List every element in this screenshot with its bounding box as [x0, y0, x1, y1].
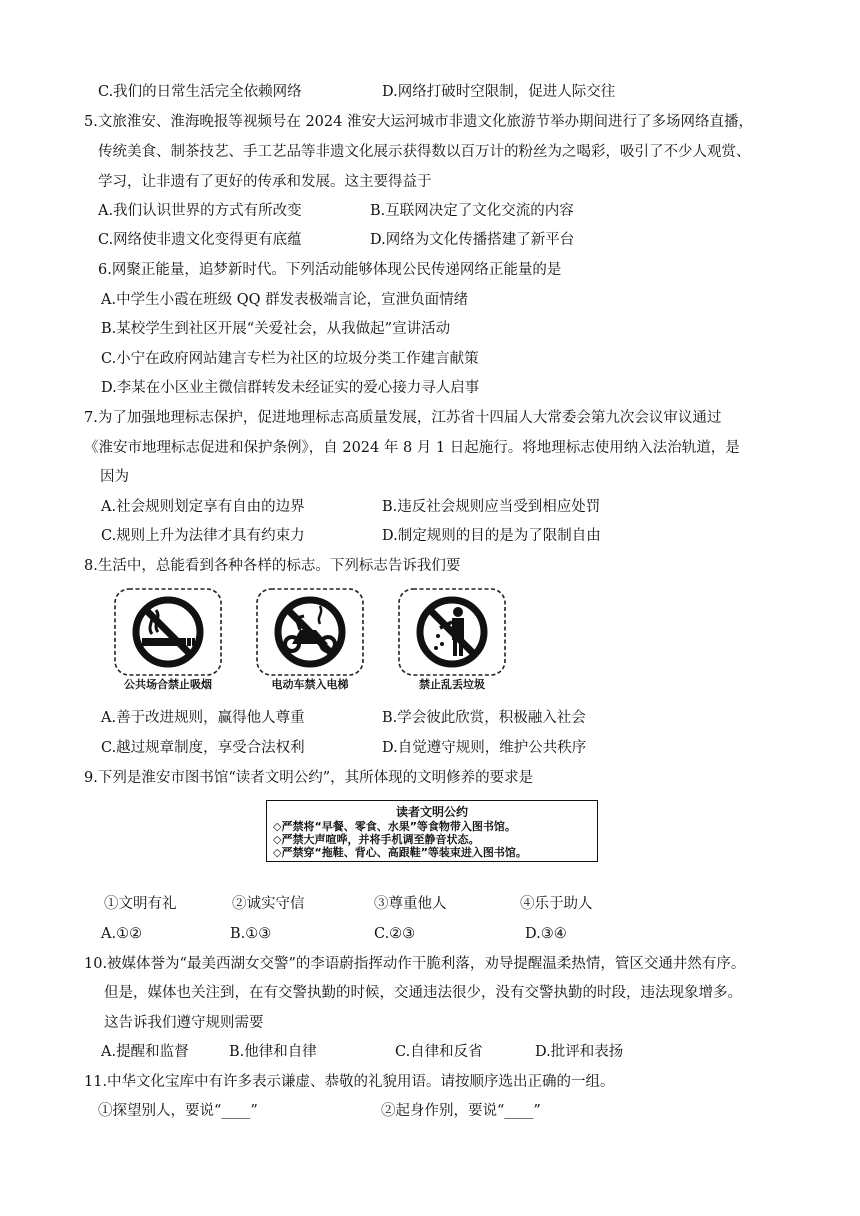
q7-stem-line2: 《淮安市地理标志促进和保护条例》，自 2024 年 8 月 1 日起施行。将地理标志使用纳入法治轨道，是: [84, 440, 740, 456]
sign-group: [112, 586, 512, 696]
q4-option-d: D.网络打破时空限制，促进人际交往: [382, 84, 616, 100]
sign-caption-no-littering: 禁止乱丢垃圾: [419, 678, 485, 691]
q5-option-a: A.我们认识世界的方式有所改变: [98, 203, 302, 219]
notice-line-3: ◇严禁穿“拖鞋、背心、高跟鞋”等装束进入图书馆。: [273, 846, 527, 859]
q10-option-d: D.批评和表扬: [535, 1044, 624, 1060]
notice-line-1: ◇严禁将“早餐、零食、水果”等食物带入图书馆。: [273, 820, 516, 833]
q11-item-2: ②起身作别，要说“____”: [381, 1103, 541, 1119]
q9-item-1: ①文明有礼: [104, 896, 177, 912]
q10-stem-line1: 10.被媒体誉为“最美西湖女交警”的李语蔚指挥动作干脆利落，劝导提醒温柔热情，管区交通井然有序。: [84, 956, 746, 972]
q6-option-a: A.中学生小霞在班级 QQ 群发表极端言论，宣泄负面情绪: [101, 292, 469, 308]
q6-option-c: C.小宁在政府网站建言专栏为社区的垃圾分类工作建言献策: [101, 351, 479, 367]
no-ebike-icon: [254, 586, 366, 678]
q6-option-b: B.某校学生到社区开展“关爱社会，从我做起”宣讲活动: [101, 321, 451, 337]
q5-stem-line2: 传统美食、制茶技艺、手工艺品等非遗文化展示获得数以百万计的粉丝为之喝彩，吸引了不少人观赏、: [98, 144, 751, 160]
q7-stem-line1: 7.为了加强地理标志保护，促进地理标志高质量发展，江苏省十四届人大常委会第九次会议审议通过: [84, 410, 722, 426]
q9-option-d: D.③④: [525, 926, 567, 942]
q10-stem-line2: 但是，媒体也关注到，在有交警执勤的时候，交通违法很少，没有交警执勤的时段，违法现象增多。: [104, 985, 742, 1001]
q4-option-c: C.我们的日常生活完全依赖网络: [98, 84, 302, 100]
q8-option-a: A.善于改进规则，赢得他人尊重: [101, 710, 305, 726]
q9-option-b: B.①③: [230, 926, 272, 942]
q8-option-c: C.越过规章制度，享受合法权利: [101, 740, 305, 756]
notice-line-2: ◇严禁大声喧哗，并将手机调至静音状态。: [273, 833, 480, 846]
q10-option-a: A.提醒和监督: [101, 1044, 189, 1060]
q9-item-2: ②诚实守信: [232, 896, 305, 912]
sign-no-ebike: [254, 586, 366, 696]
sign-caption-no-ebike: 电动车禁入电梯: [271, 678, 349, 691]
q5-option-b: B.互联网决定了文化交流的内容: [370, 203, 574, 219]
q9-item-4: ④乐于助人: [520, 896, 593, 912]
q6-option-d: D.李某在小区业主微信群转发未经证实的爱心接力寻人启事: [101, 380, 480, 396]
sign-no-littering: [396, 586, 508, 696]
q10-option-b: B.他律和自律: [229, 1044, 317, 1060]
q7-option-b: B.违反社会规则应当受到相应处罚: [382, 499, 601, 515]
no-smoking-icon: [112, 586, 224, 678]
q8-option-b: B.学会彼此欣赏，积极融入社会: [382, 710, 586, 726]
q9-option-c: C.②③: [374, 926, 416, 942]
q11-stem: 11.中华文化宝库中有许多表示谦虚、恭敬的礼貌用语。请按顺序选出正确的一组。: [84, 1074, 615, 1090]
q7-option-a: A.社会规则划定享有自由的边界: [101, 499, 305, 515]
q9-option-a: A.①②: [101, 926, 143, 942]
q7-option-c: C.规则上升为法律才具有约束力: [101, 528, 305, 544]
q10-option-c: C.自律和反省: [395, 1044, 483, 1060]
no-littering-icon: [396, 586, 508, 678]
q5-option-c: C.网络使非遗文化变得更有底蕴: [98, 232, 302, 248]
sign-no-smoking: [112, 586, 224, 696]
q9-stem: 9.下列是淮安市图书馆“读者文明公约”，其所体现的文明修养的要求是: [84, 770, 534, 786]
q5-option-d: D.网络为文化传播搭建了新平台: [370, 232, 575, 248]
notice-title: 读者文明公约: [395, 805, 468, 819]
q9-item-3: ③尊重他人: [374, 896, 447, 912]
q6-stem: 6.网聚正能量，追梦新时代。下列活动能够体现公民传递网络正能量的是: [98, 262, 562, 278]
q10-stem-line3: 这告诉我们遵守规则需要: [104, 1015, 264, 1031]
q5-stem-line3: 学习，让非遗有了更好的传承和发展。这主要得益于: [98, 174, 432, 190]
library-notice-box: [266, 800, 598, 862]
q8-stem: 8.生活中，总能看到各种各样的标志。下列标志告诉我们要: [84, 558, 461, 574]
q11-item-1: ①探望别人，要说“____”: [98, 1103, 258, 1119]
sign-caption-no-smoking: 公共场合禁止吸烟: [124, 678, 212, 691]
q7-option-d: D.制定规则的目的是为了限制自由: [382, 528, 601, 544]
q5-stem-line1: 5.文旅淮安、淮海晚报等视频号在 2024 淮安大运河城市非遗文化旅游节举办期间进行了多场网络直播，: [84, 114, 753, 130]
q7-stem-line3: 因为: [100, 469, 129, 485]
q8-option-d: D.自觉遵守规则，维护公共秩序: [382, 740, 587, 756]
